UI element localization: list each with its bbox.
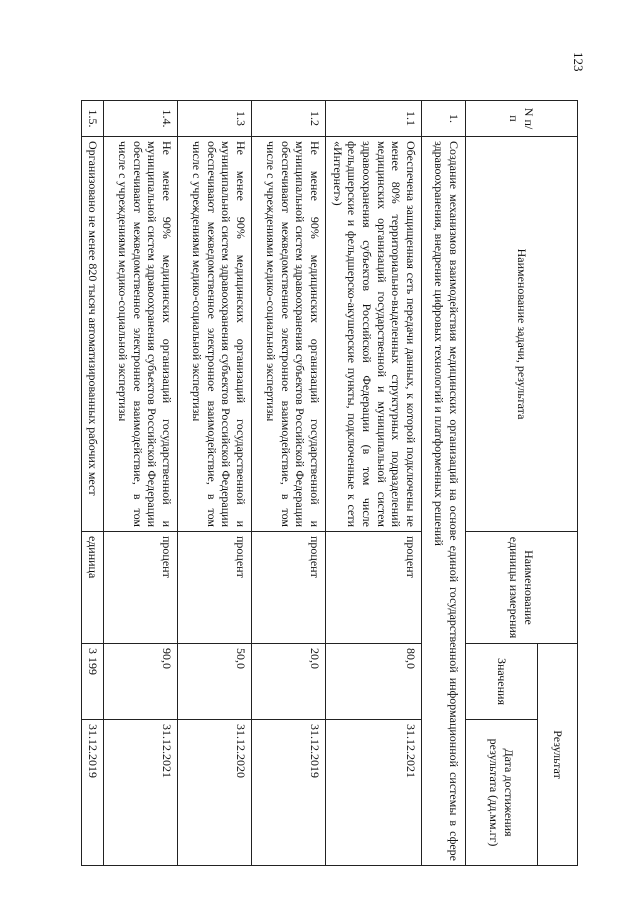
- row-num: 1.3: [178, 101, 252, 137]
- row-unit: единица: [82, 532, 104, 644]
- row-num: 1.5.: [82, 101, 104, 137]
- row-value: 80,0: [326, 644, 422, 720]
- header-value: Значения: [466, 644, 538, 720]
- row-text: Не менее 90% медицинских организаций государственной и муниципальной систем здравоохранения субъектов Российской Федерации обеспечивают межведомственное электронное взаимодействие, в том числе с учреждениями медико-социальной экспертизы: [178, 137, 252, 532]
- row-date: 31.12.2021: [326, 720, 422, 866]
- row-value: 20,0: [252, 644, 326, 720]
- header-result: Результат: [538, 644, 578, 866]
- row-value: 50,0: [178, 644, 252, 720]
- rotated-table-container: [86, 100, 578, 865]
- table-header: [466, 101, 578, 866]
- row-value: 3 199: [82, 644, 104, 720]
- table-row: [178, 101, 252, 866]
- section-row: [422, 101, 466, 866]
- row-unit: процент: [104, 532, 178, 644]
- section-title: Создание механизмов взаимодействия медицинских организаций на основе единой государственной информационной системы в сфере здравоохранения, внедрение цифровых технологий и платформенных решений: [422, 137, 466, 866]
- row-date: 31.12.2020: [178, 720, 252, 866]
- row-text: Организовано не менее 820 тысяч автоматизированных рабочих мест: [82, 137, 104, 532]
- header-task: Наименование задачи, результата: [466, 137, 578, 532]
- row-value: 90,0: [104, 644, 178, 720]
- row-text: Обеспечена защищенная сеть передачи данных, к которой подключены не менее 80% территориально-выделенных структурных подразделений медицинских организаций государственной и муниципальной систем здравоохранения субъектов Российской Федерации (в том числе фельдшерские и фельдшерско-акушерские пункты, подключенные к сети «Интернет»): [326, 137, 422, 532]
- row-num: 1.4.: [104, 101, 178, 137]
- table-row: [326, 101, 422, 866]
- row-num: 1.1: [326, 101, 422, 137]
- row-date: 31.12.2021: [104, 720, 178, 866]
- header-unit: Наименование единицы измерения: [466, 532, 578, 644]
- row-date: 31.12.2019: [82, 720, 104, 866]
- results-table: [81, 100, 578, 866]
- table-row: [252, 101, 326, 866]
- row-unit: процент: [178, 532, 252, 644]
- row-unit: процент: [326, 532, 422, 644]
- table-row: [82, 101, 104, 866]
- row-text: Не менее 90% медицинских организаций государственной и муниципальной систем здравоохранения субъектов Российской Федерации обеспечивают межведомственное электронное взаимодействие, в том числе с учреждениями медико-социальной экспертизы: [104, 137, 178, 532]
- page-number: 123: [571, 52, 586, 72]
- row-num: 1.2: [252, 101, 326, 137]
- section-num: 1.: [422, 101, 466, 137]
- header-num: N п/п: [466, 101, 578, 137]
- row-unit: процент: [252, 532, 326, 644]
- header-date: Дата достижения результата (дд.мм.гг): [466, 720, 538, 866]
- table-row: [104, 101, 178, 866]
- row-text: Не менее 90% медицинских организаций государственной и муниципальной систем здравоохранения субъектов Российской Федерации обеспечивают межведомственное электронное взаимодействие, в том числе с учреждениями медико-социальной экспертизы: [252, 137, 326, 532]
- row-date: 31.12.2019: [252, 720, 326, 866]
